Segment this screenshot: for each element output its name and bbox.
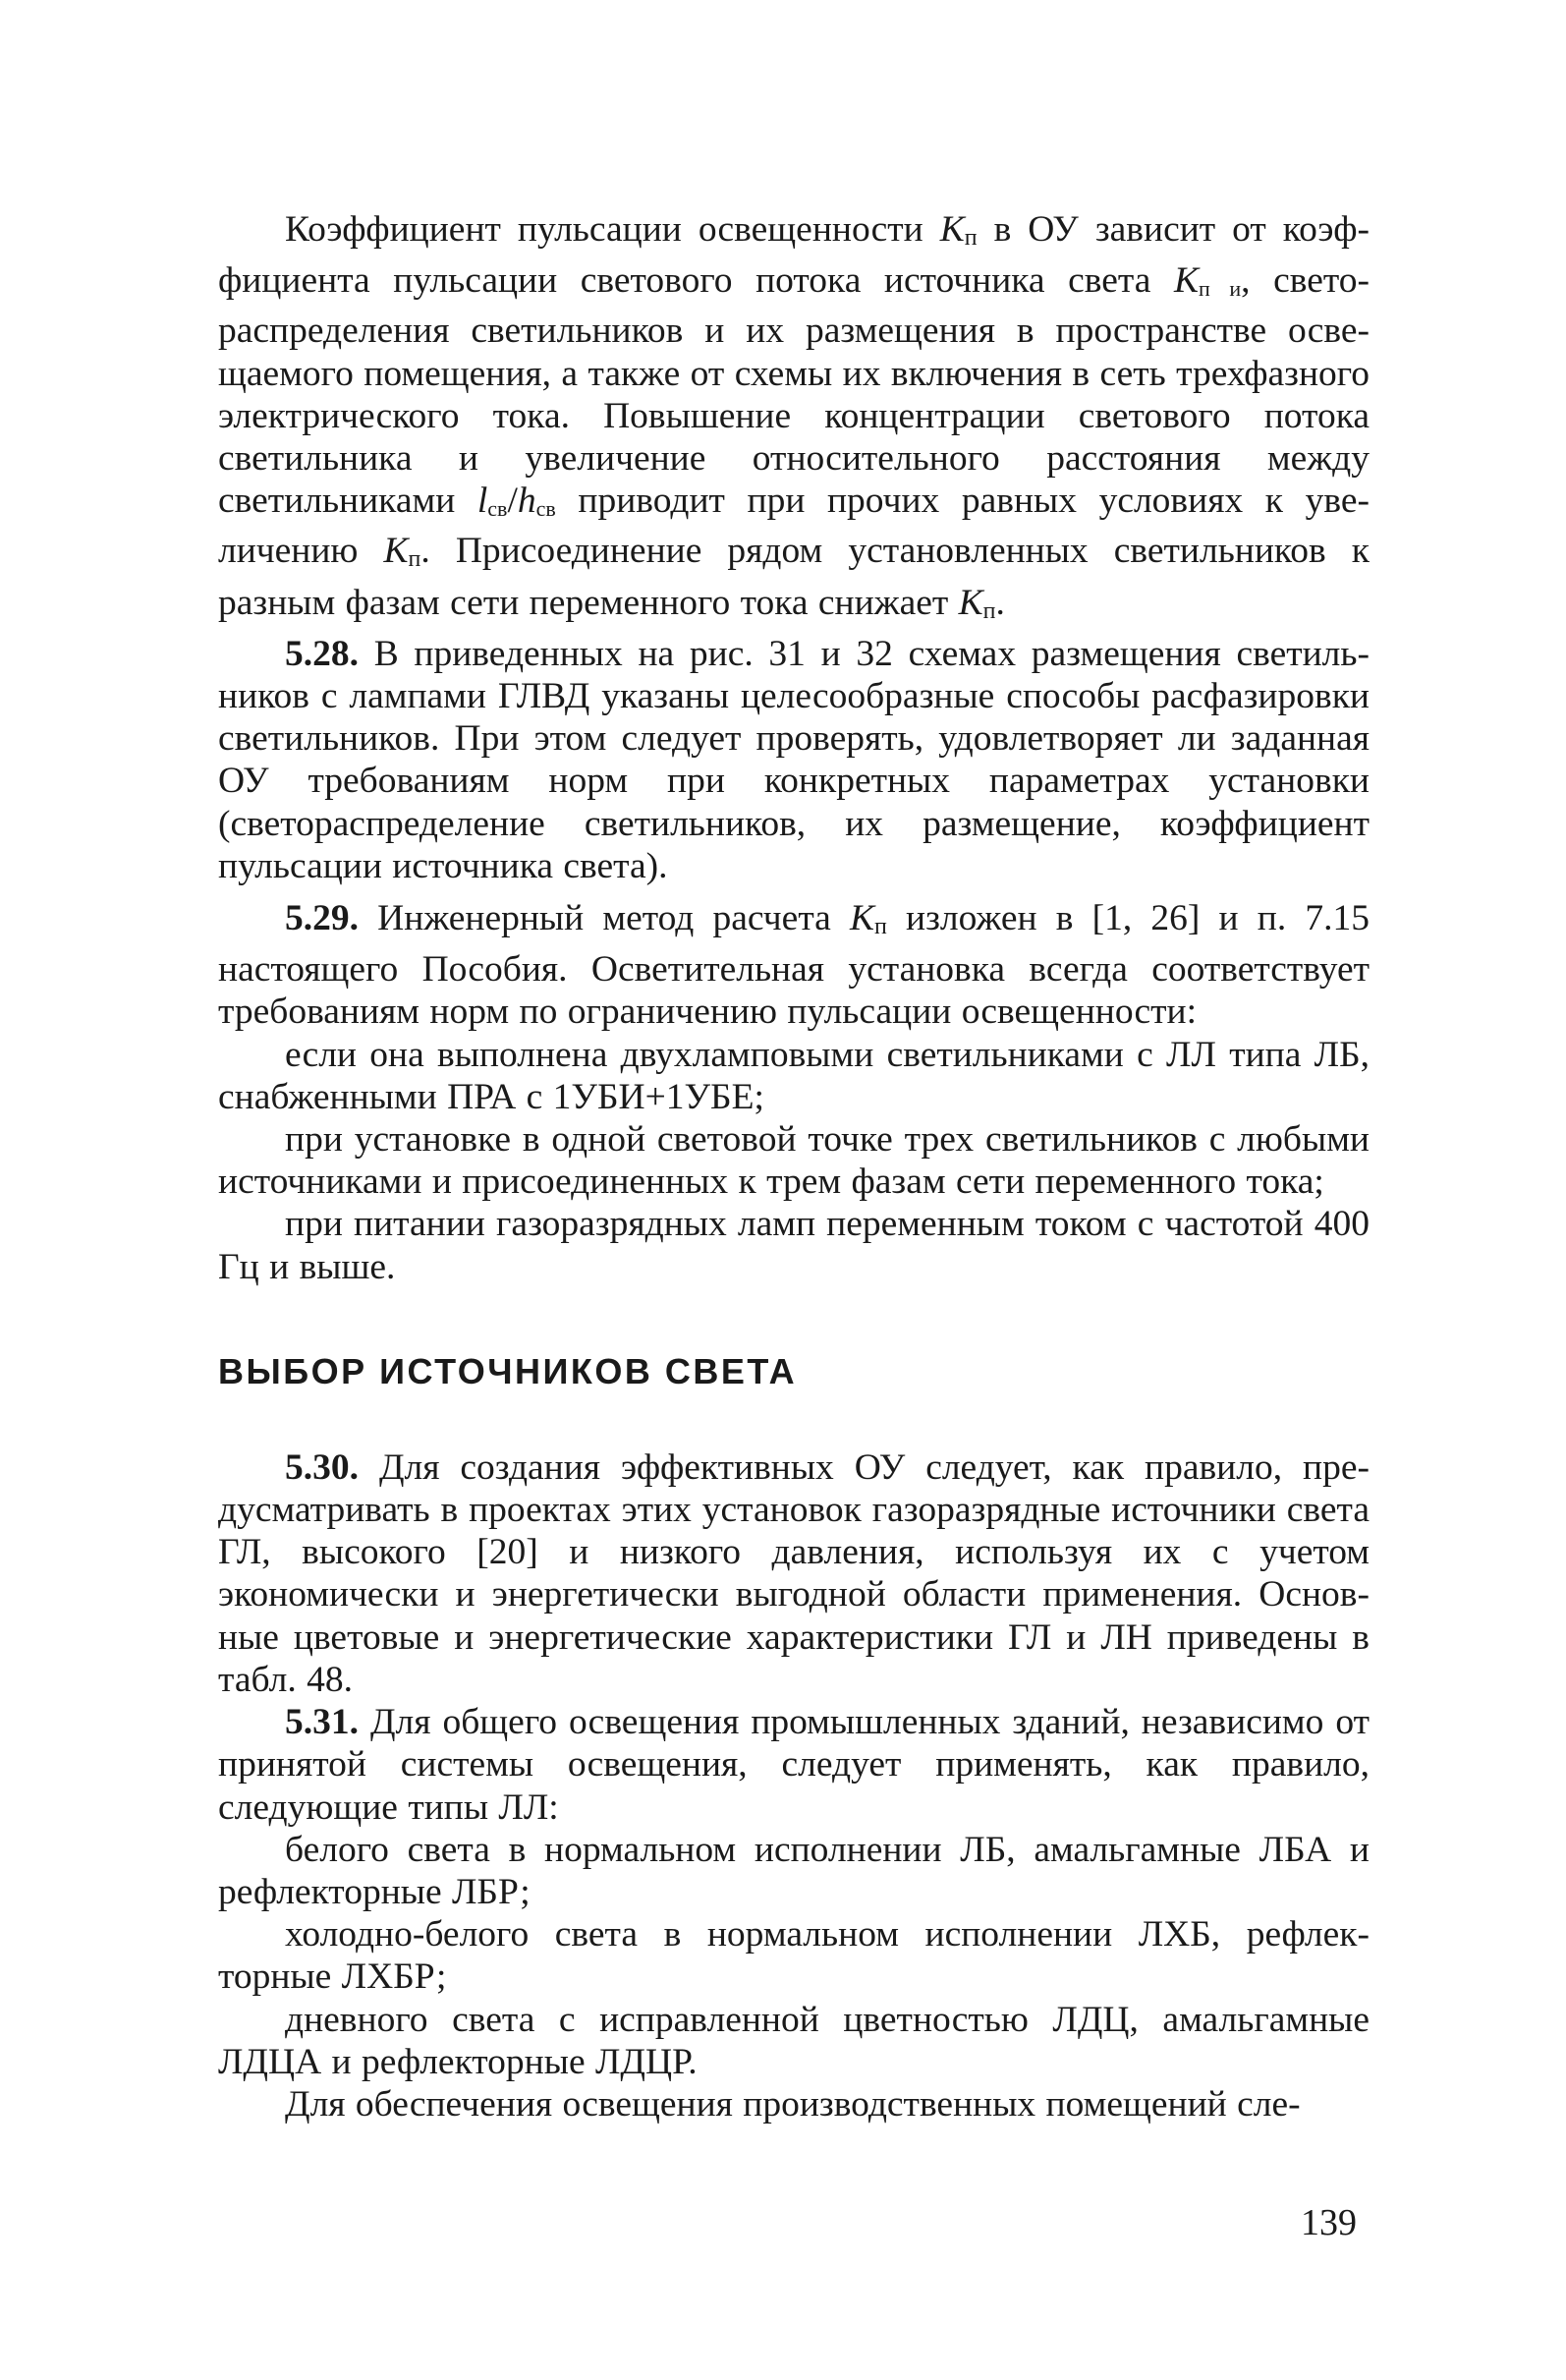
paragraph-5-30 [218,1446,1370,1701]
page-body [218,208,1370,2125]
text-run: , светораспределения светильников и их размещения в пространстве освещаемого помещения, а также от схемы их включения в сеть трехфазного электрического тока. Повышение концентрации светового потока светильника и увеличение относительного расстояния между светильниками [218,260,1370,522]
text-run: Для общего освещения промышленных зданий, независимо от принятой системы освещения, следует применять, как правило, следующие типы ЛЛ: [218,1702,1370,1828]
list-item: дневного света с исправленной цветностью ЛДЦ, амальгамные ЛДЦА и рефлекторные ЛДЦР. [218,1999,1370,2082]
list-item: при питании газоразрядных ламп переменным током с частотой 400 Гц и выше. [218,1204,1370,1287]
text-run: / [507,481,518,522]
list-item: холодно-белого света в нормальном исполнении ЛХБ, рефлекторные ЛХБР; [218,1914,1370,1998]
text-run: . [995,582,1005,623]
section-heading: ВЫБОР ИСТОЧНИКОВ СВЕТА [218,1350,798,1391]
text-run: приводит при прочих равных условиях к увеличению [218,481,1370,572]
paragraph-pulsation-coefficient [218,208,1370,633]
text-run: изложен в [1, 26] и п. 7.15 настоящего Пособия. Осветительная установка всегда соответствует требованиям норм по ограничению пульсации освещенности: [218,898,1370,1033]
paragraph-number: 5.28. [285,633,359,674]
list-item: белого света в нормальном исполнении ЛБ, амальгамные ЛБА и рефлекторные ЛБР; [218,1829,1370,1912]
text-run: Инженерный метод расчета [359,898,850,939]
subscript: св [535,496,556,522]
subscript: п [408,546,421,573]
symbol-kp: K [849,898,874,939]
symbol-kpi: K [1173,260,1199,302]
symbol-l: l [476,481,488,522]
subscript: п [964,225,978,251]
text-run: В приведенных на рис. 31 и 32 схемах размещения светильников с лампами ГЛВД указаны целесообразные способы расфазировки светильников. При этом следует проверять, удовлетворяет ли заданная ОУ требованиям норм при конкретных параметрах установки (светораспределение светильников, их размещение, коэффициент пульсации источника света). [218,633,1370,886]
symbol-kp: K [939,209,965,250]
text-run: в ОУ зависит от коэффициента пульсации светового потока источника света [218,209,1370,302]
text-run: Коэффициент пульсации освещенности [285,209,940,250]
paragraph-number: 5.31. [285,1702,359,1743]
paragraph-continued: Для обеспечения освещения производственных помещений сле- [285,2083,1301,2125]
page-number: 139 [1301,2202,1357,2243]
paragraph-5-29 [218,897,1370,1034]
symbol-kp: K [383,531,409,572]
subscript: п [874,914,887,940]
symbol-h: h [517,481,536,522]
paragraph-5-28 [218,633,1370,887]
subscript: п и [1198,276,1242,302]
subscript: св [487,496,508,522]
subscript: п [982,597,996,624]
list-item: при установке в одной световой точке трех светильников с любыми источниками и присоединенных к трем фазам сети переменного тока; [218,1119,1370,1203]
paragraph-number: 5.30. [285,1446,359,1488]
text-run: Для создания эффективных ОУ следует, как правило, предусматривать в проектах этих установок газоразрядные источники света ГЛ, высокого [20] и низкого давления, используя их с учетом экономически и энергетически выгодной области применения. Основные цветовые и энергетические характеристики ГЛ и ЛН приведены в табл. 48. [218,1446,1370,1700]
text-run: . Присоединение рядом установленных светильников к разным фазам сети переменного тока снижает [218,531,1370,623]
paragraph-number: 5.29. [285,898,359,939]
list-item: если она выполнена двухламповыми светильниками с ЛЛ типа ЛБ, снабженными ПРА с 1УБИ+1УБЕ; [218,1034,1370,1117]
symbol-kp: K [958,582,983,623]
paragraph-5-31 [218,1701,1370,1829]
